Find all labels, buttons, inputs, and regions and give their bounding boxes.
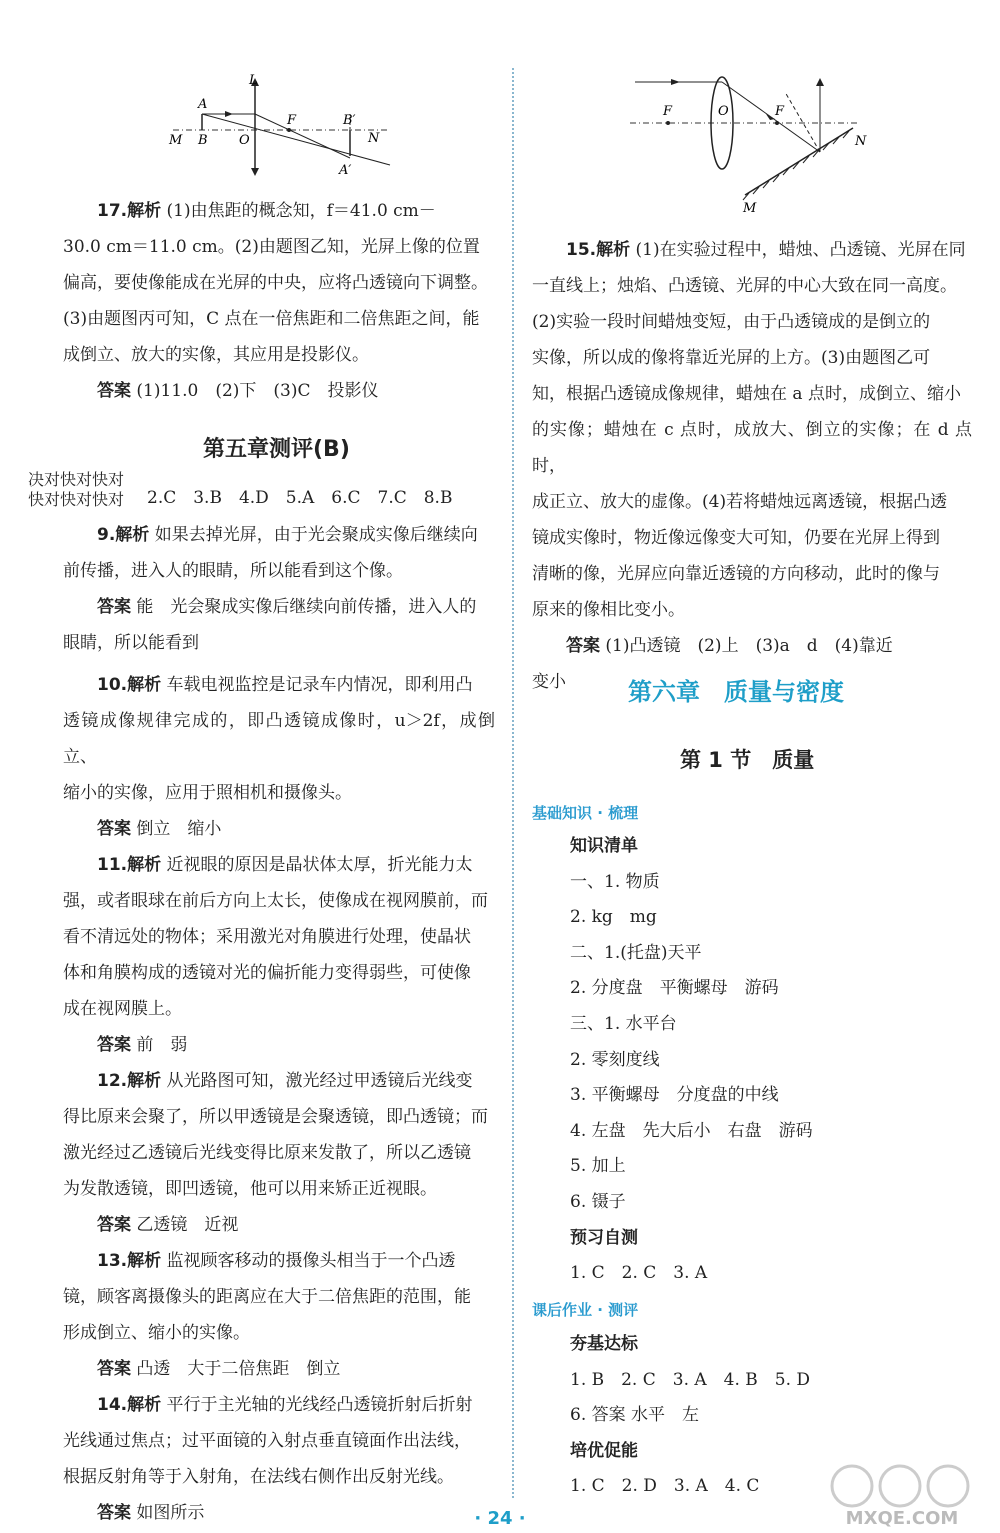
section-title: 第 1 节 质量 xyxy=(680,748,815,772)
page-number: · 24 · xyxy=(474,1508,526,1529)
label-F-right: F xyxy=(775,104,785,119)
label-B-prime: B′ xyxy=(343,113,356,128)
label-L: L xyxy=(249,73,258,88)
column-divider xyxy=(512,68,514,1498)
watermark-logo xyxy=(812,1458,992,1528)
label-B: B xyxy=(198,133,208,148)
basic-knowledge-heading: 基础知识 · 梳理 xyxy=(532,804,639,822)
lens-mirror-diagram-2 xyxy=(625,70,875,220)
label-M: M xyxy=(743,201,757,216)
label-F-left: F xyxy=(663,104,673,119)
label-A-prime: A′ xyxy=(339,163,352,178)
label-O: O xyxy=(718,104,729,119)
stamp-overlay: 决对快对快对 快对快对快对 xyxy=(28,470,125,509)
q9-to-q14: 9.解析 如果去掉光屏，由于光会聚成实像后继续向 前传播，进入人的眼睛，所以能看到这个像。 答案 能 光会聚成实像后继续向前传播，进入人的 眼睛，所以能看到 10.解析 车载电视监控是记录车内情况，即利用凸 透镜成像规律完成的，即凸透镜成像时，u＞2f，成倒立、 缩小的实像，应用于照相机和摄像头。 答案 倒立 缩小 11.解析 近视眼的原因是晶状体太厚，折光能力太 强，或者眼球在前后方向上太长，使像成在视网膜前，而 看不清远处的物体；采用激光对角膜进行处理，使晶状 体和角膜构成的透镜对光的偏折能力变得弱些，可使像 成在视网膜上。 答案 前 弱 12.解析 从光路图可知，激光经过甲透镜后光线变 得比原来会聚了，所以甲透镜是会聚透镜，即凸透镜；而 激光经过乙透镜后光线变得比原来发散了，所以乙透镜 为发散透镜，即凹透镜，他可以用来矫正近视眼。 答案 乙透镜 近视 13.解析 监视顾客移动的摄像头相当于一个凸透 镜，顾客离摄像头的距离应在大于二倍焦距的范围，能 形成倒立、缩小的实像。 答案 凸透 大于二倍焦距 倒立 14.解析 平行于主光轴的光线经凸透镜折射后折射 光线通过焦点；过平面镜的入射点垂直镜面作出法线， 根据反射角等于入射角，在法线右侧作出反射光线。 答案 如图所示 xyxy=(63,525,495,1523)
chapter-title: 第六章 质量与密度 xyxy=(628,678,844,706)
knowledge-list: 知识清单 一、1. 物质 2. kg mg 二、1.(托盘)天平 2. 分度盘 平衡螺母 游码 三、1. 水平台 2. 零刻度线 3. 平衡螺母 分度盘的中线 4. 左盘 先大后小 右盘 游码 5. 加上 6. 镊子 预习自测 1. C 2. C 3. A xyxy=(570,836,813,1284)
label-O: O xyxy=(239,133,250,148)
label-F: F xyxy=(287,113,297,128)
homework-list: 夯基达标 1. B 2. C 3. A 4. B 5. D 6. 答案 水平 左 培优促能 1. C 2. D 3. A 4. C xyxy=(570,1334,811,1497)
after-class-heading: 课后作业 · 测评 xyxy=(532,1301,639,1319)
watermark-text: MXQE.COM xyxy=(845,1508,959,1528)
label-A: A xyxy=(198,97,208,112)
label-N: N xyxy=(368,131,380,146)
q15-analysis: 15.解析 (1)在实验过程中，蜡烛、凸透镜、光屏在同 一直线上；烛焰、凸透镜、光屏的中心大致在同一高度。 (2)实验一段时间蜡烛变短，由于凸透镜成的是倒立的 实像，所以成的像将靠近光屏的上方。(3)由题图乙可 知，根据凸透镜成像规律，蜡烛在 a 点时，成倒立、缩小 的实像；蜡烛在 c 点时，成放大、倒立的实像；在 d 点时， 成正立、放大的虚像。(4)若将蜡烛远离透镜，根据凸透 镜成实像时，物近像远像变大可知，仍要在光屏上得到 清晰的像，光屏应向靠近透镜的方向移动，此时的像与 原来的像相比变小。 答案 (1)凸透镜 (2)上 (3)a d (4)靠近 变小 xyxy=(532,240,972,692)
label-M: M xyxy=(169,133,183,148)
mc-answers: 2.C 3.B 4.D 5.A 6.C 7.C 8.B xyxy=(147,488,453,508)
q17-analysis: 17.解析 (1)由焦距的概念知，f＝41.0 cm－ 30.0 cm＝11.0 cm。(2)由题图乙知，光屏上像的位置 偏高，要使像能成在光屏的中央，应将凸透镜向下调整。 (3)由题图丙可知，C 点在一倍焦距和二倍焦距之间，能 成倒立、放大的实像，其应用是投影仪。 答案 (1)11.0 (2)下 (3)C 投影仪 xyxy=(63,193,495,409)
q17-answer: 答案 (1)11.0 (2)下 (3)C 投影仪 xyxy=(97,381,379,401)
lens-ray-diagram-1 xyxy=(165,70,395,180)
q15-answer: 答案 (1)凸透镜 (2)上 (3)a d (4)靠近 xyxy=(566,636,893,656)
label-N: N xyxy=(855,134,867,149)
test-title: 第五章测评(B) xyxy=(203,437,350,462)
